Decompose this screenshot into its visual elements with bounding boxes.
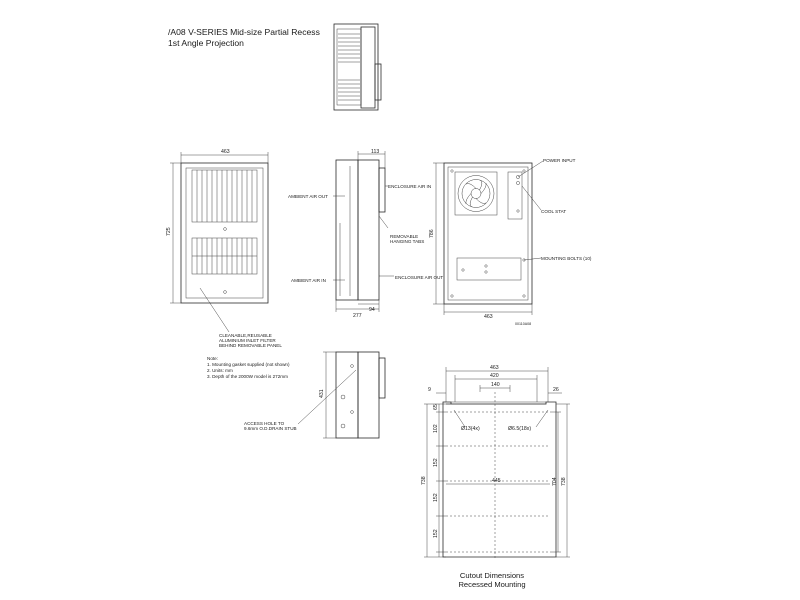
hole-large-label: Ø13(4x) xyxy=(461,426,480,432)
note-1: 1. Mounting gasket supplied (not shown) xyxy=(207,362,290,367)
filter-note-line2: ALUMINIUM INLET FILTER xyxy=(219,338,276,343)
cutout-dim-left-height: 738 xyxy=(421,476,427,485)
cutout-dim-row-2: 152 xyxy=(433,458,439,467)
front-height-dim: 725 xyxy=(166,227,172,236)
note-2: 2. Units: mm xyxy=(207,368,233,373)
cutout-drawing xyxy=(424,367,570,560)
cutout-dim-top-offset: 9 xyxy=(428,387,431,393)
rear-view xyxy=(433,161,543,315)
front-width-dim: 463 xyxy=(221,149,230,155)
access-hole-label-1: ACCESS HOLE TO xyxy=(244,421,285,426)
filter-note-line3: BEHIND REMOVABLE PANEL xyxy=(219,343,282,348)
cutout-dim-right-outer: 738 xyxy=(561,477,567,486)
drain-side-view xyxy=(298,352,385,438)
label-mounting-bolts: MOUNTING BOLTS (10) xyxy=(541,256,592,261)
cutout-dim-row-1: 102 xyxy=(433,424,439,433)
front-view xyxy=(170,152,268,332)
hole-small-label: Ø6.5(18x) xyxy=(508,426,532,432)
cutout-dim-140: 140 xyxy=(491,382,500,388)
label-hanging-tabs-2: HANGING TABS xyxy=(390,239,425,244)
cutout-dim-first: 65 xyxy=(433,404,439,410)
filter-note-line1: CLEANABLE,REUSABLE xyxy=(219,333,272,338)
note-3: 3. Depth of the 2000W model is 272mm xyxy=(207,374,288,379)
side-view xyxy=(333,151,394,312)
cutout-dim-right-offset: 26 xyxy=(553,387,559,393)
side-bottom-part-dim: 94 xyxy=(369,307,375,313)
drain-height-dim: 431 xyxy=(319,389,325,398)
cutout-dim-inner-width: 445 xyxy=(492,478,501,484)
label-ambient-air-in: AMBIENT AIR IN xyxy=(291,278,326,283)
side-top-dim: 113 xyxy=(371,149,380,155)
label-power-input: POWER INPUT xyxy=(543,158,576,163)
rear-height-dim: 786 xyxy=(429,229,435,238)
label-ambient-air-out: AMBIENT AIR OUT xyxy=(288,194,328,199)
label-enclosure-air-out: ENCLOSURE AIR OUT xyxy=(395,275,444,280)
side-bottom-total-dim: 277 xyxy=(353,313,362,319)
drawing-projection: 1st Angle Projection xyxy=(168,38,244,48)
drawing-title: /A08 V-SERIES Mid-size Partial Recess xyxy=(168,27,320,37)
cutout-caption-line1: Cutout Dimensions xyxy=(459,571,525,580)
notes-heading: Note: xyxy=(207,356,218,361)
cutout-caption-line2: Recessed Mounting xyxy=(458,580,526,589)
cutout-dim-right-inner: 704 xyxy=(552,477,558,486)
rear-width-dim: 463 xyxy=(484,314,493,320)
cutout-dim-row-3: 152 xyxy=(433,493,439,502)
label-cool-stat: COOL STAT xyxy=(541,209,567,214)
cutout-dim-row-4: 152 xyxy=(433,529,439,538)
label-enclosure-air-in: ENCLOSURE AIR IN xyxy=(388,184,432,189)
cutout-dim-463: 463 xyxy=(490,365,499,371)
drawing-number: 00110A08 xyxy=(515,322,532,326)
top-thumbnail-view xyxy=(334,24,381,110)
cutout-dim-420: 420 xyxy=(490,373,499,379)
label-hanging-tabs-1: REMOVABLE xyxy=(390,234,419,239)
access-hole-label-2: 9.6mm O.D.DRAIN STUB xyxy=(244,426,297,431)
